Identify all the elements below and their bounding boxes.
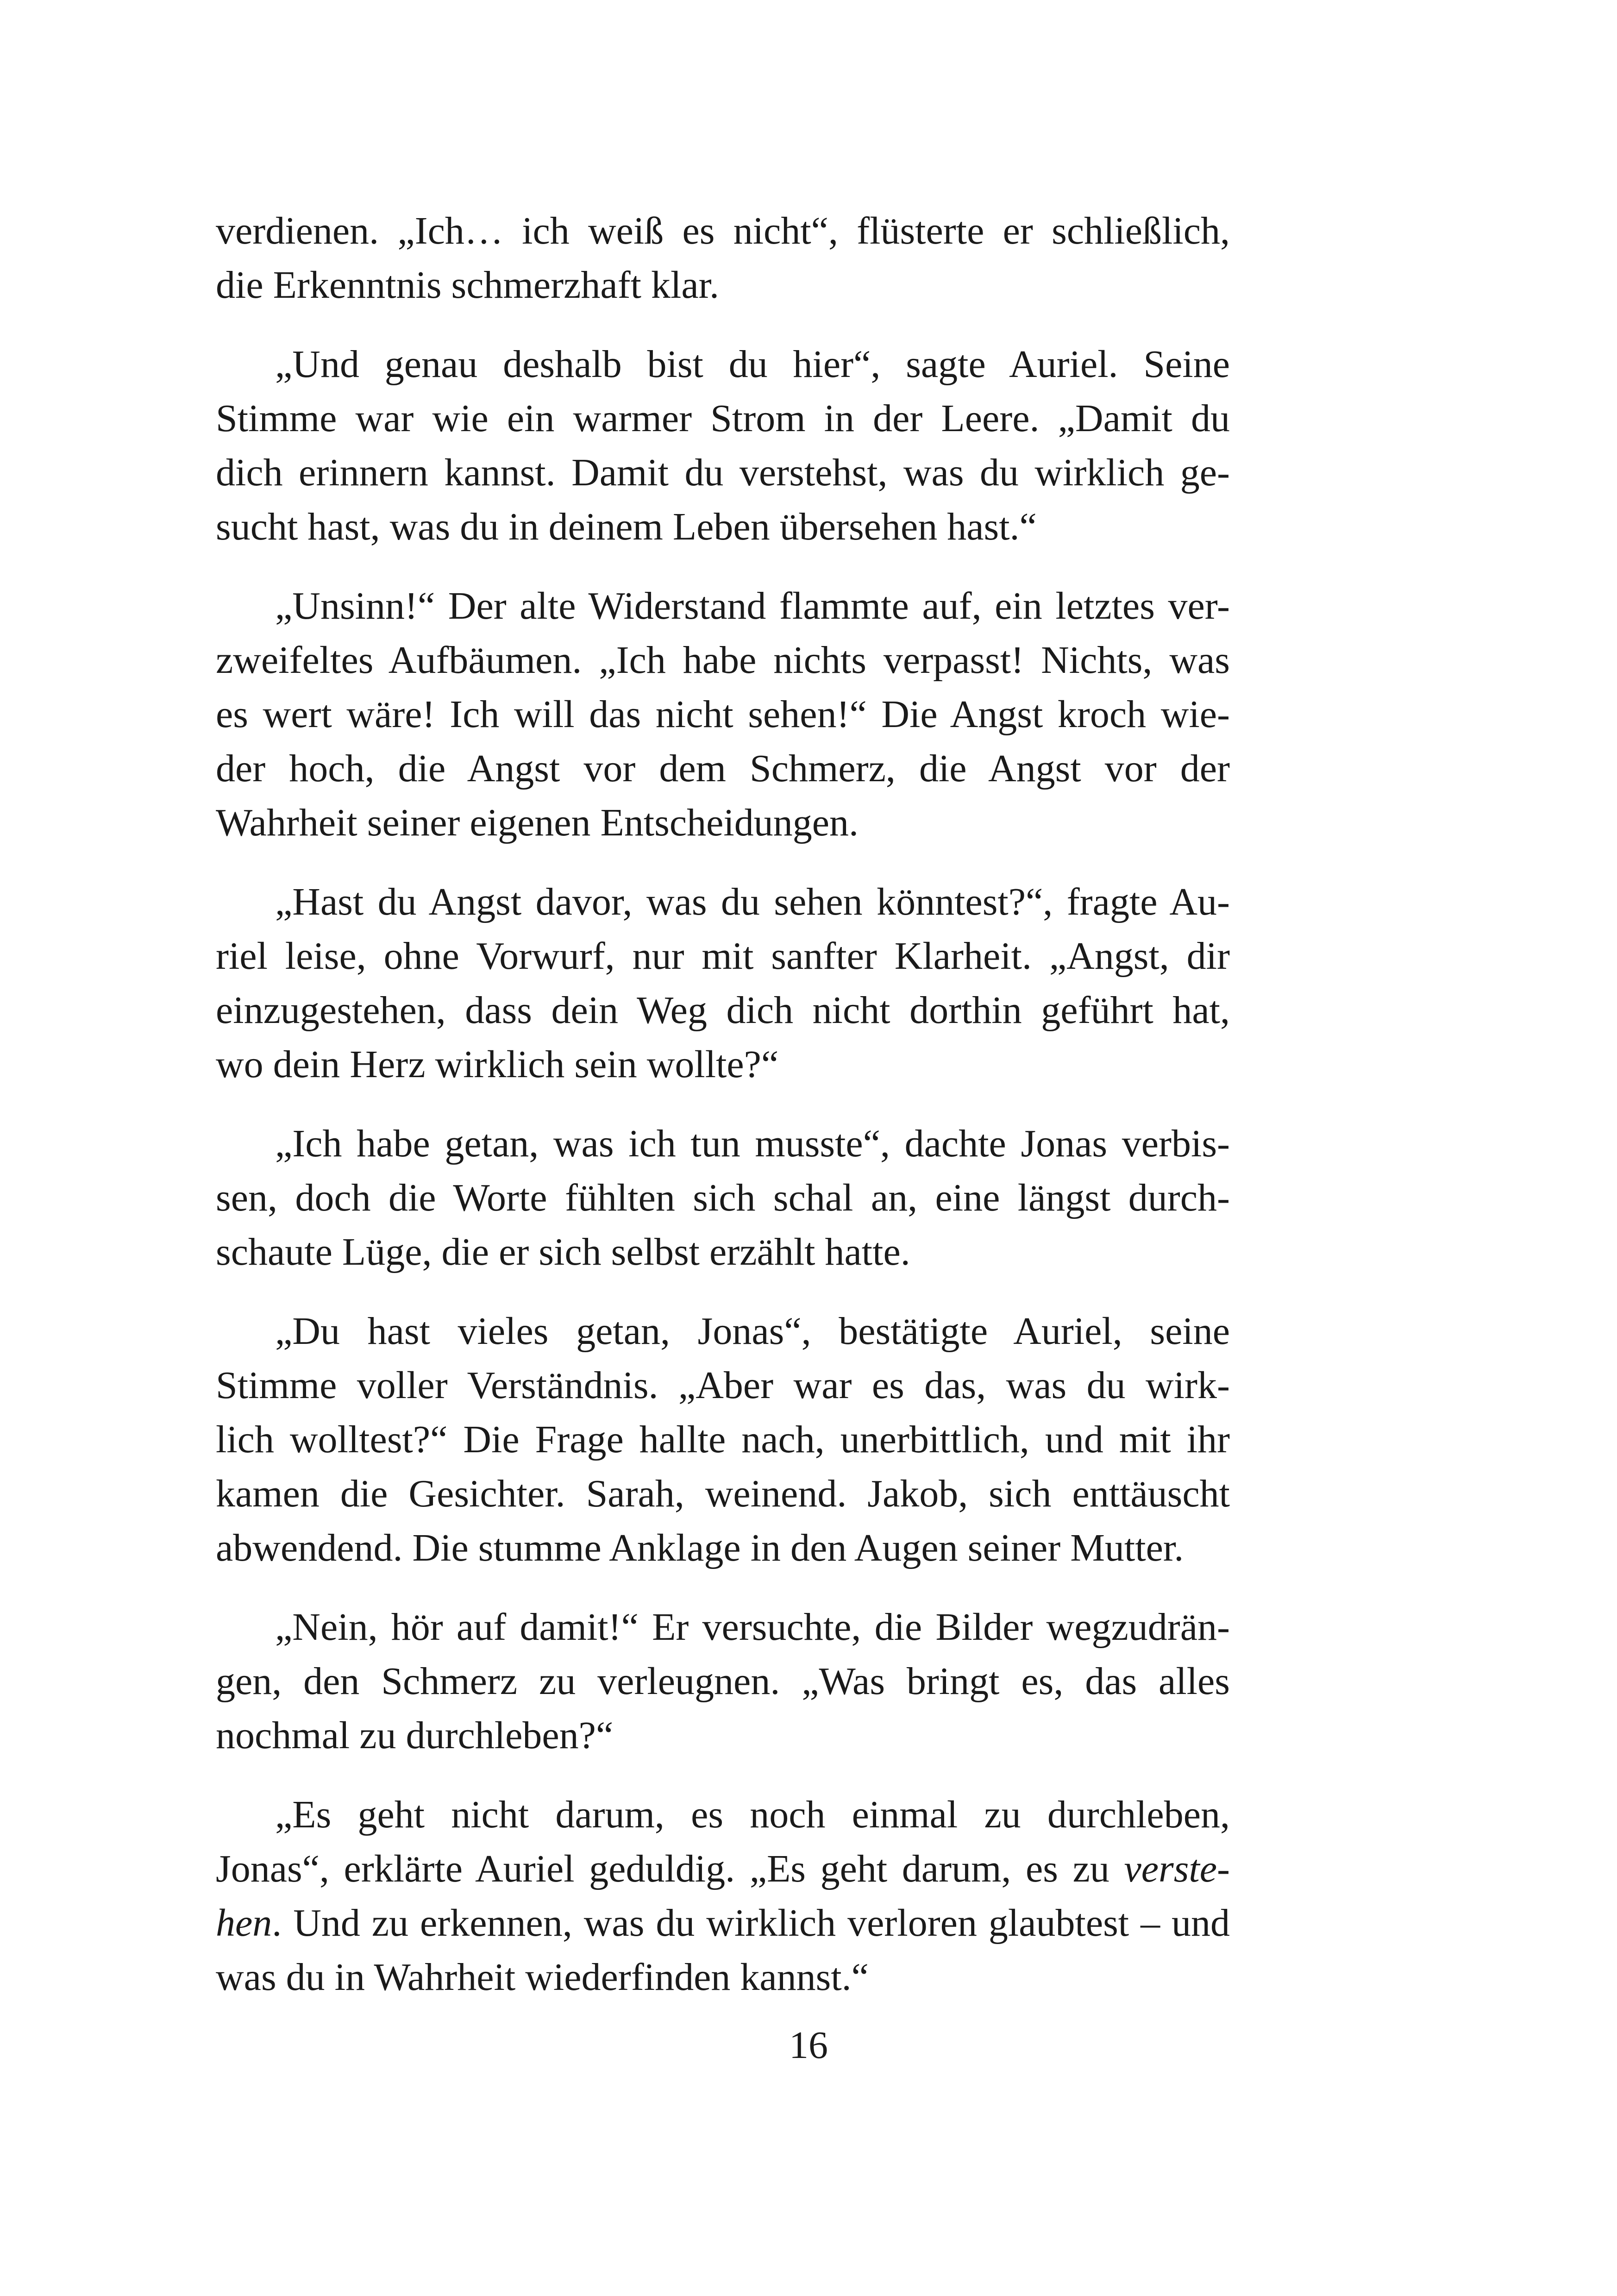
text-line: „Nein, hör auf damit!“ Er versuchte, die Bilder wegzudrän- <box>275 1606 1230 1649</box>
page-number: 16 <box>789 2024 828 2067</box>
paragraph <box>216 1304 1230 1575</box>
paragraph-gap <box>216 850 1230 875</box>
paragraph <box>216 1788 1230 2004</box>
text-line: wo dein Herz wirklich sein wollte?“ <box>216 1043 779 1086</box>
body-text <box>216 204 1230 2004</box>
emphasized-word: verste- <box>1124 1847 1230 1890</box>
text-line: Stimme voller Verständnis. „Aber war es das, was du wirk- <box>216 1364 1230 1407</box>
text-line: die Erkenntnis schmerzhaft klar. <box>216 263 719 307</box>
text-line: schaute Lüge, die er sich selbst erzählt hatte. <box>216 1230 910 1273</box>
paragraph <box>216 875 1230 1092</box>
paragraph-gap <box>216 1092 1230 1117</box>
text-line: Wahrheit seiner eigenen Entscheidungen. <box>216 801 859 844</box>
text-line: „Hast du Angst davor, was du sehen könntest?“, fragte Au- <box>275 880 1230 923</box>
paragraph <box>216 1117 1230 1279</box>
text-line: nochmal zu durchleben?“ <box>216 1714 614 1757</box>
text-line: hen. Und zu erkennen, was du wirklich verloren glaubtest – und <box>216 1901 1230 1945</box>
text-line: kamen die Gesichter. Sarah, weinend. Jakob, sich enttäuscht <box>216 1472 1230 1515</box>
text-line: gen, den Schmerz zu verleugnen. „Was bringt es, das alles <box>216 1660 1230 1703</box>
text-line: zweifeltes Aufbäumen. „Ich habe nichts verpasst! Nichts, was <box>216 639 1230 682</box>
text-line: „Es geht nicht darum, es noch einmal zu durchleben, <box>275 1793 1230 1836</box>
paragraph-gap <box>216 1279 1230 1304</box>
text-line: sucht hast, was du in deinem Leben übersehen hast.“ <box>216 505 1037 548</box>
text-line: „Unsinn!“ Der alte Widerstand flammte auf, ein letztes ver- <box>275 584 1230 627</box>
paragraph-gap <box>216 1763 1230 1788</box>
text-line: Stimme war wie ein warmer Strom in der Leere. „Damit du <box>216 397 1230 440</box>
paragraph-gap <box>216 1575 1230 1600</box>
paragraph-gap <box>216 312 1230 337</box>
paragraph <box>216 1600 1230 1763</box>
text-line: einzugestehen, dass dein Weg dich nicht dorthin geführt hat, <box>216 989 1230 1032</box>
text-line: „Ich habe getan, was ich tun musste“, dachte Jonas verbis- <box>275 1122 1230 1165</box>
paragraph <box>216 204 1230 312</box>
text-line: „Und genau deshalb bist du hier“, sagte Auriel. Seine <box>275 343 1230 386</box>
paragraph-gap <box>216 554 1230 579</box>
text-line: der hoch, die Angst vor dem Schmerz, die Angst vor der <box>216 747 1230 790</box>
text-line: riel leise, ohne Vorwurf, nur mit sanfter Klarheit. „Angst, dir <box>216 935 1230 978</box>
emphasized-word: hen <box>216 1901 272 1945</box>
text-line: lich wolltest?“ Die Frage hallte nach, unerbittlich, und mit ihr <box>216 1418 1230 1461</box>
text-line: dich erinnern kannst. Damit du verstehst, was du wirklich ge- <box>216 451 1230 494</box>
text-line: Jonas“, erklärte Auriel geduldig. „Es geht darum, es zu verste- <box>216 1847 1230 1890</box>
text-line: es wert wäre! Ich will das nicht sehen!“ Die Angst kroch wie- <box>216 693 1230 736</box>
text-line: abwendend. Die stumme Anklage in den Augen seiner Mutter. <box>216 1526 1184 1569</box>
text-line: „Du hast vieles getan, Jonas“, bestätigte Auriel, seine <box>275 1310 1230 1353</box>
paragraph <box>216 337 1230 554</box>
paragraph <box>216 579 1230 850</box>
text-line: was du in Wahrheit wiederfinden kannst.“ <box>216 1956 869 1999</box>
text-line: verdienen. „Ich… ich weiß es nicht“, flüsterte er schließlich, <box>216 209 1230 252</box>
text-line: sen, doch die Worte fühlten sich schal an, eine längst durch- <box>216 1176 1230 1219</box>
